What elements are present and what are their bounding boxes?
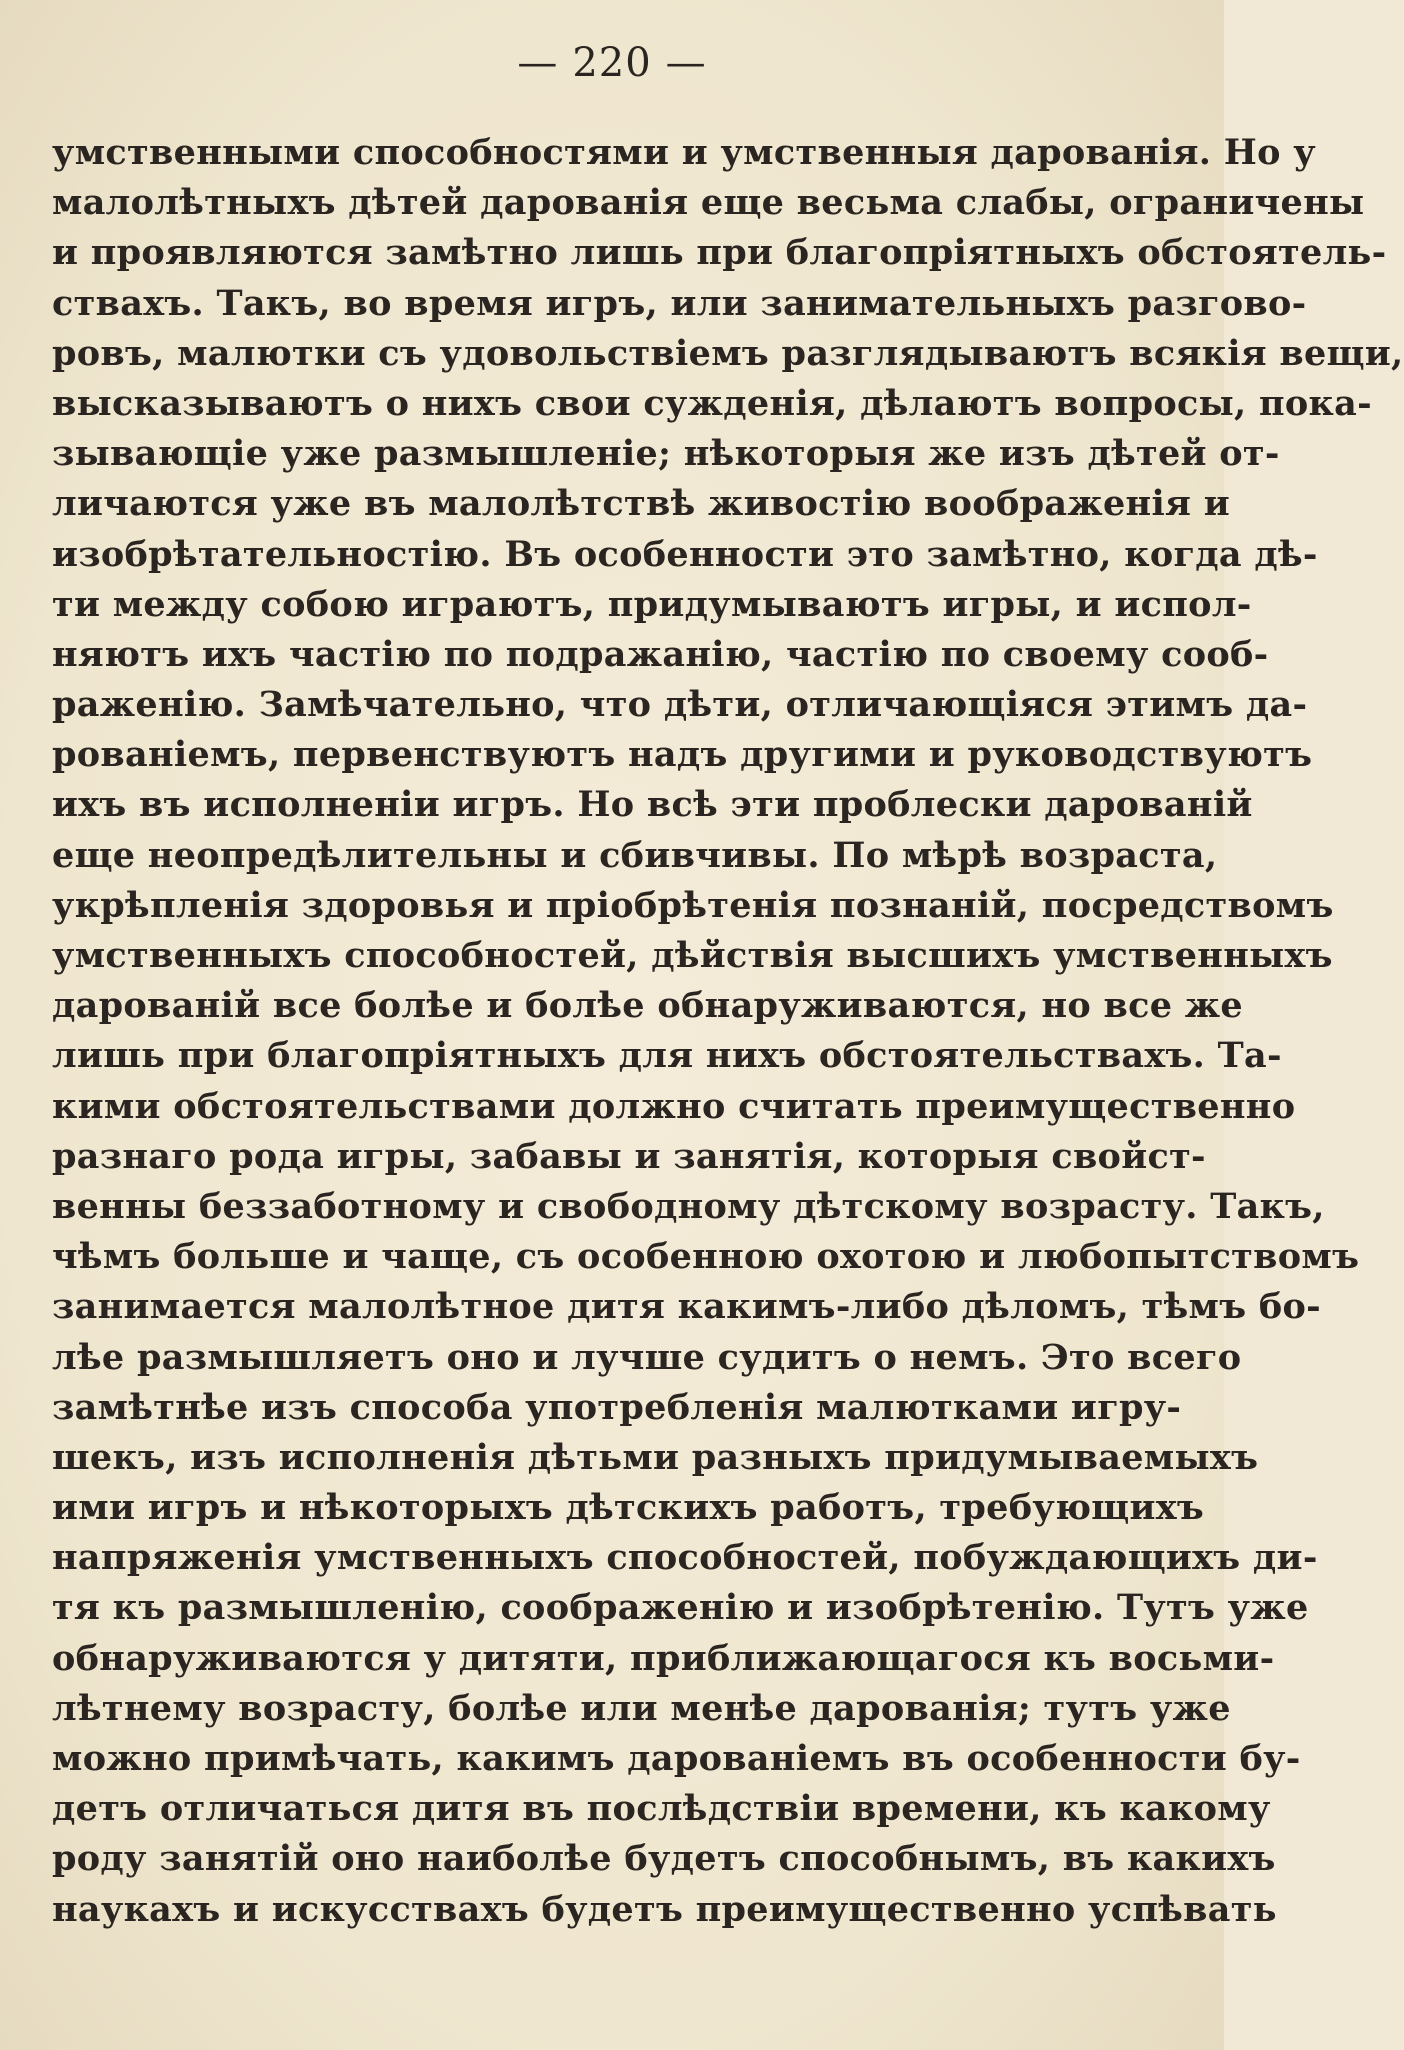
page-header (0, 38, 1224, 88)
text-line: напряженія умственныхъ способностей, побуждающихъ ди- (52, 1537, 1318, 1579)
text-line: лишь при благопріятныхъ для нихъ обстоятельствахъ. Та- (52, 1035, 1282, 1077)
text-line: няютъ ихъ частію по подражанію, частію по своему сооб- (52, 633, 1269, 675)
header-dash-left: — (517, 40, 559, 86)
text-line: ихъ въ исполненіи игръ. Но всѣ эти проблески дарованій (52, 784, 1253, 826)
text-line: еще неопредѣлительны и сбивчивы. По мѣрѣ возраста, (52, 834, 1218, 876)
text-line: венны беззаботному и свободному дѣтскому возрасту. Такъ, (52, 1185, 1325, 1227)
text-line: наукахъ и искусствахъ будетъ преимущественно успѣвать (52, 1888, 1277, 1930)
text-line: лѣе размышляетъ оно и лучше судитъ о немъ. Это всего (52, 1336, 1242, 1378)
text-line: рованіемъ, первенствуютъ надъ другими и руководствуютъ (52, 734, 1313, 776)
text-line: замѣтнѣе изъ способа употребленія малютками игру- (52, 1386, 1182, 1428)
text-line: занимается малолѣтное дитя какимъ-либо дѣломъ, тѣмъ бо- (52, 1286, 1321, 1328)
text-line: раженію. Замѣчательно, что дѣти, отличающіяся этимъ да- (52, 684, 1308, 726)
text-line: ими игръ и нѣкоторыхъ дѣтскихъ работъ, требующихъ (52, 1487, 1205, 1529)
text-line: лѣтнему возрасту, болѣе или менѣе дарованія; тутъ уже (52, 1687, 1231, 1729)
page-number: 220 (572, 40, 652, 86)
text-line: чѣмъ больше и чаще, съ особенною охотою и любопытствомъ (52, 1236, 1360, 1278)
text-line: шекъ, изъ исполненія дѣтьми разныхъ придумываемыхъ (52, 1436, 1259, 1478)
text-line: кими обстоятельствами должно считать преимущественно (52, 1085, 1296, 1127)
text-line: ствахъ. Такъ, во время игръ, или занимательныхъ разгово- (52, 282, 1307, 324)
text-line: дарованій все болѣе и болѣе обнаруживаются, но все же (52, 985, 1243, 1027)
text-line: изобрѣтательностію. Въ особенности это замѣтно, когда дѣ- (52, 533, 1318, 575)
text-line: ти между собою играютъ, придумываютъ игры, и испол- (52, 583, 1252, 625)
text-line: роду занятій оно наиболѣе будетъ способнымъ, въ какихъ (52, 1838, 1276, 1880)
text-line: умственными способностями и умственныя дарованія. Но у (52, 132, 1316, 173)
text-line: зывающіе уже размышленіе; нѣкоторыя же изъ дѣтей от- (52, 433, 1280, 475)
header-dash-right: — (665, 40, 707, 86)
text-line: ровъ, малютки съ удовольствіемъ разглядываютъ всякія вещи, (52, 332, 1404, 374)
text-line: личаются уже въ малолѣтствѣ живостію воображенія и (52, 483, 1230, 525)
text-line: умственныхъ способностей, дѣйствія высшихъ умственныхъ (52, 935, 1333, 976)
text-line: можно примѣчать, какимъ дарованіемъ въ особенности бу- (52, 1738, 1301, 1779)
text-line: высказываютъ о нихъ свои сужденія, дѣлаютъ вопросы, пока- (52, 382, 1372, 424)
text-line: и проявляются замѣтно лишь при благопріятныхъ обстоятель- (52, 232, 1387, 274)
text-line: тя къ размышленію, соображенію и изобрѣтенію. Тутъ уже (52, 1587, 1309, 1629)
text-line: детъ отличаться дитя въ послѣдствіи времени, къ какому (52, 1788, 1271, 1830)
text-line: малолѣтныхъ дѣтей дарованія еще весьма слабы, ограничены (52, 182, 1365, 224)
text-line: разнаго рода игры, забавы и занятія, которыя свойст- (52, 1135, 1206, 1177)
text-line: обнаруживаются у дитяти, приближающагося къ восьми- (52, 1637, 1275, 1679)
body-text (52, 128, 1404, 1935)
text-line: укрѣпленія здоровья и пріобрѣтенія познаній, посредствомъ (52, 884, 1334, 926)
